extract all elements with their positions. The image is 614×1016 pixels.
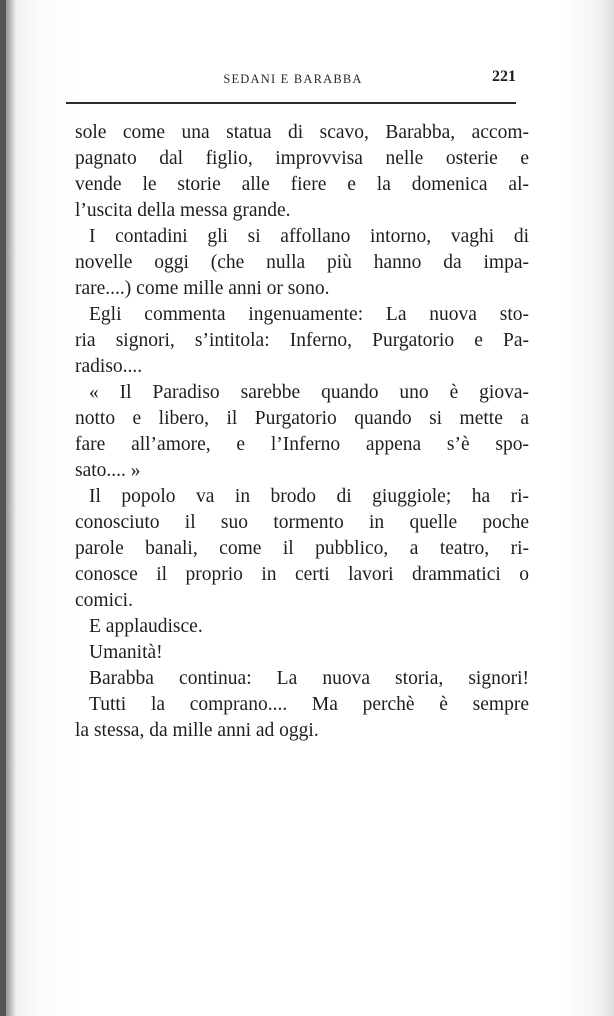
spine-gradient bbox=[6, 0, 16, 1016]
header-rule bbox=[66, 102, 516, 104]
text-line: Il popolo va in brodo di giuggiole; ha ri- bbox=[89, 486, 529, 507]
text-line: Umanità! bbox=[89, 642, 163, 663]
page-header bbox=[70, 66, 516, 92]
text-line: rare....) come mille anni or sono. bbox=[75, 278, 330, 299]
text-line: vende le storie alle fiere e la domenica al- bbox=[75, 174, 529, 195]
text-line: comici. bbox=[75, 590, 133, 611]
running-head: SEDANI E BARABBA bbox=[223, 72, 363, 86]
text-line: novelle oggi (che nulla più hanno da impa- bbox=[75, 252, 529, 273]
text-line: la stessa, da mille anni ad oggi. bbox=[75, 720, 319, 741]
page-number: 221 bbox=[492, 68, 516, 85]
text-line: radiso.... bbox=[75, 356, 143, 377]
text-line: Barabba continua: La nuova storia, signori! bbox=[89, 668, 529, 689]
text-line: conosce il proprio in certi lavori drammatici o bbox=[75, 564, 529, 585]
text-line: sole come una statua di scavo, Barabba, accom- bbox=[75, 122, 529, 143]
text-line: fare all’amore, e l’Inferno appena s’è spo- bbox=[75, 434, 529, 455]
text-line: conosciuto il suo tormento in quelle poche bbox=[75, 512, 529, 533]
text-line: pagnato dal figlio, improvvisa nelle osterie e bbox=[75, 148, 529, 169]
text-line: ria signori, s’intitola: Inferno, Purgatorio e Pa- bbox=[75, 330, 529, 351]
text-line: Tutti la comprano.... Ma perchè è sempre bbox=[89, 694, 529, 715]
text-line: l’uscita della messa grande. bbox=[75, 200, 291, 221]
text-line: sato.... » bbox=[75, 460, 141, 481]
text-line: parole banali, come il pubblico, a teatro, ri- bbox=[75, 538, 529, 559]
text-line: notto e libero, il Purgatorio quando si mette a bbox=[75, 408, 529, 429]
text-line: « Il Paradiso sarebbe quando uno è giova- bbox=[89, 382, 529, 403]
text-line: I contadini gli si affollano intorno, vaghi di bbox=[89, 226, 529, 247]
text-line: Egli commenta ingenuamente: La nuova sto- bbox=[89, 304, 529, 325]
text-line: E applaudisce. bbox=[89, 616, 203, 637]
